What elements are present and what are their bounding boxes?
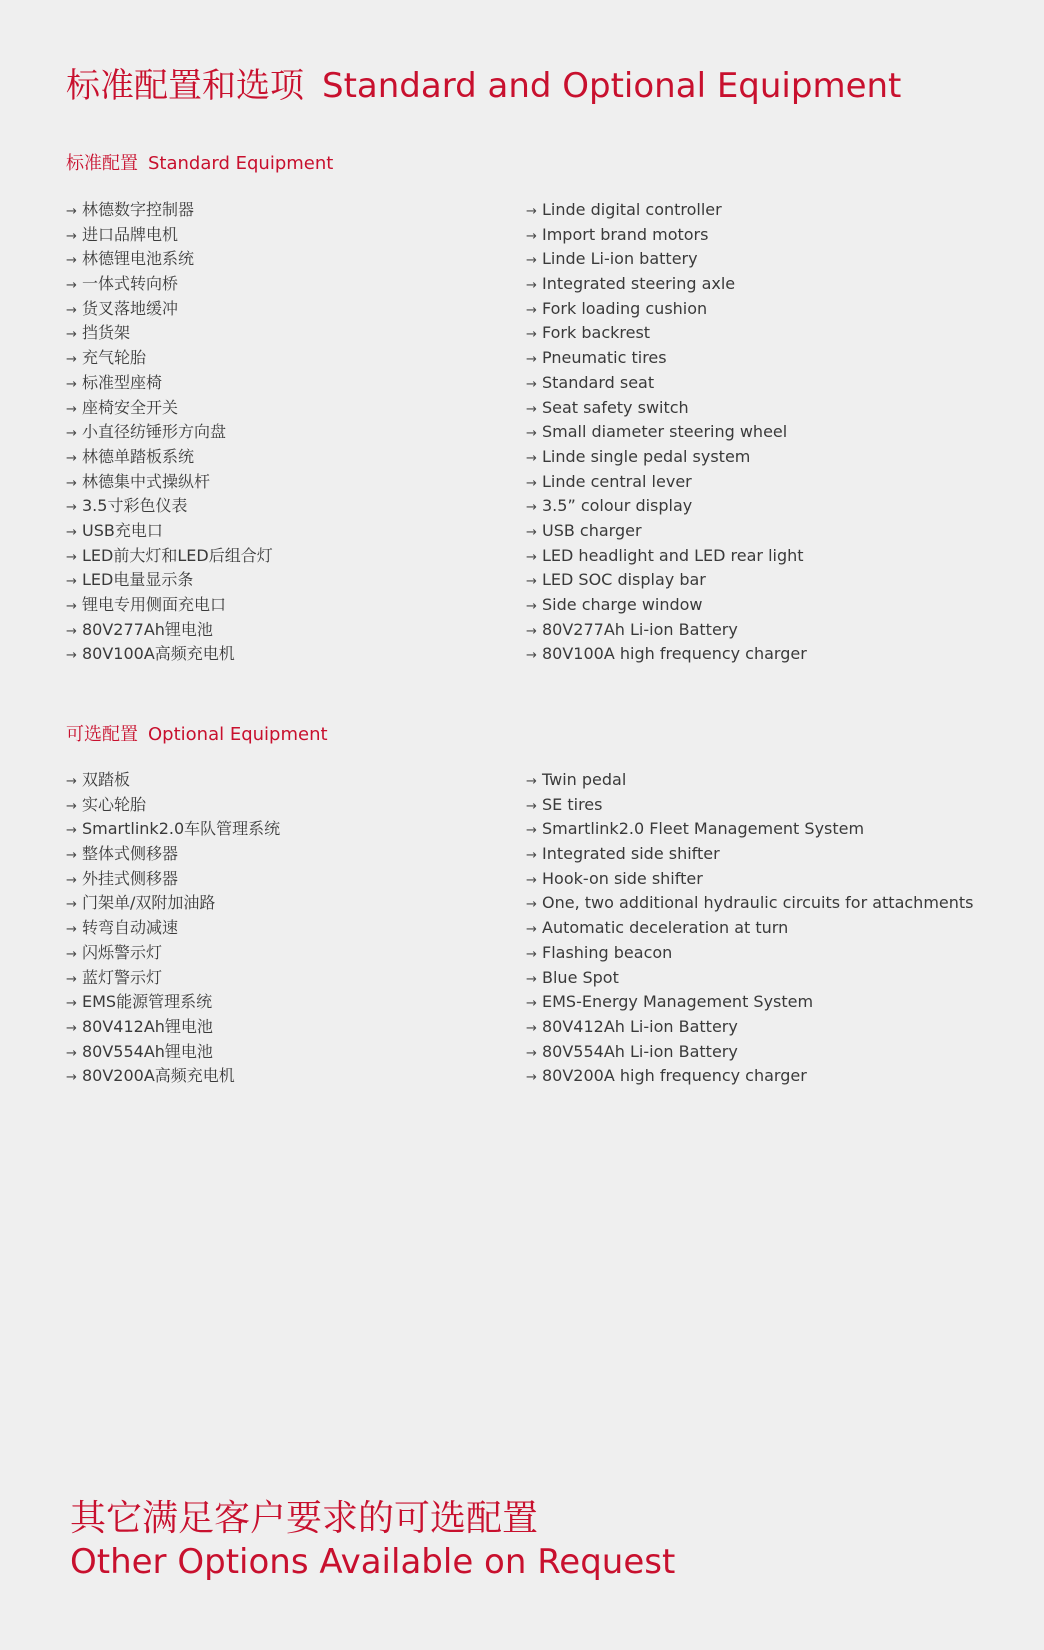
list-item: [526, 445, 807, 470]
arrow-right-icon: →: [526, 204, 537, 219]
list-item: [526, 990, 974, 1015]
arrow-right-icon: →: [526, 798, 537, 814]
list-item: [526, 817, 974, 842]
list-item-label: Smartlink2.0车队管理系统: [82, 819, 281, 839]
list-item: [526, 470, 807, 495]
arrow-right-icon: →: [66, 848, 77, 864]
list-item-label: LED SOC display bar: [542, 570, 706, 590]
list-item-label: 3.5” colour display: [542, 496, 693, 516]
list-item-label: 80V412Ah Li-ion Battery: [542, 1016, 738, 1036]
list-item: [66, 891, 280, 916]
page-title: [66, 62, 901, 110]
list-item-label: 标准型座椅: [82, 372, 163, 392]
arrow-right-icon: →: [66, 500, 77, 516]
list-item: [526, 519, 807, 544]
list-item-label: 80V100A high frequency charger: [542, 644, 807, 664]
list-item-label: Integrated side shifter: [542, 844, 720, 864]
list-item-label: 80V554Ah锂电池: [82, 1041, 213, 1061]
list-item: [66, 1040, 280, 1065]
list-item: [66, 842, 280, 867]
arrow-right-icon: →: [66, 253, 77, 269]
arrow-right-icon: →: [526, 327, 537, 343]
arrow-right-icon: →: [66, 1045, 77, 1061]
list-item-label: 锂电专用侧面充电口: [82, 595, 227, 614]
list-item-label: Pneumatic tires: [542, 348, 667, 368]
arrow-right-icon: →: [66, 475, 77, 491]
list-item-label: 蓝灯警示灯: [82, 967, 163, 987]
list-item: [66, 371, 273, 396]
standard-items-en: [526, 198, 807, 667]
list-item-label: Linde Li-ion battery: [542, 249, 698, 269]
list-item: [66, 941, 280, 966]
arrow-right-icon: →: [66, 823, 77, 839]
arrow-right-icon: →: [526, 426, 537, 442]
list-item: [66, 618, 273, 643]
list-item-label: Linde central lever: [542, 471, 692, 491]
arrow-right-icon: →: [526, 996, 537, 1012]
list-item-label: Import brand motors: [542, 224, 709, 244]
arrow-right-icon: →: [526, 774, 537, 789]
arrow-right-icon: →: [66, 426, 77, 442]
arrow-right-icon: →: [66, 278, 77, 294]
arrow-right-icon: →: [526, 352, 537, 368]
list-item-label: Standard seat: [542, 372, 655, 392]
arrow-right-icon: →: [66, 352, 77, 368]
arrow-right-icon: →: [66, 450, 77, 466]
list-item-label: USB充电口: [82, 520, 163, 540]
list-item: [66, 817, 280, 842]
list-item-label: 80V277Ah锂电池: [82, 619, 213, 639]
list-item: [66, 544, 273, 569]
standard-heading-cn: 标准配置: [66, 153, 138, 174]
list-item: [66, 768, 280, 793]
list-item: [526, 593, 807, 618]
list-item: [66, 568, 273, 593]
list-item: [526, 272, 807, 297]
standard-items-cn: [66, 198, 273, 667]
list-item: [526, 966, 974, 991]
standard-heading-en: Standard Equipment: [148, 153, 334, 174]
arrow-right-icon: →: [66, 401, 77, 417]
list-item: [66, 593, 273, 618]
list-item-label: USB charger: [542, 520, 642, 540]
list-item: [66, 494, 273, 519]
list-item-label: 80V100A高频充电机: [82, 644, 235, 664]
list-item-label: Small diameter steering wheel: [542, 422, 788, 442]
arrow-right-icon: →: [526, 922, 537, 938]
list-item-label: LED电量显示条: [82, 570, 194, 590]
list-item-label: 挡货架: [82, 323, 131, 343]
arrow-right-icon: →: [526, 946, 537, 962]
arrow-right-icon: →: [526, 574, 537, 590]
list-item: [66, 396, 273, 421]
list-item-label: 一体式转向桥: [82, 274, 179, 294]
arrow-right-icon: →: [66, 798, 77, 814]
arrow-right-icon: →: [526, 1045, 537, 1061]
list-item: [66, 297, 273, 322]
arrow-right-icon: →: [66, 524, 77, 540]
list-item-label: 80V277Ah Li-ion Battery: [542, 619, 738, 639]
list-item: [66, 867, 280, 892]
list-item: [526, 346, 807, 371]
arrow-right-icon: →: [66, 1070, 77, 1086]
arrow-right-icon: →: [66, 996, 77, 1012]
list-item: [66, 990, 280, 1015]
list-item-label: One, two additional hydraulic circuits for attachments: [542, 893, 974, 913]
list-item-label: LED headlight and LED rear light: [542, 545, 804, 565]
arrow-right-icon: →: [526, 302, 537, 318]
list-item-label: Fork loading cushion: [542, 298, 708, 318]
list-item-label: Blue Spot: [542, 967, 619, 987]
arrow-right-icon: →: [66, 574, 77, 590]
optional-heading-en: Optional Equipment: [148, 724, 328, 745]
list-item-label: 80V554Ah Li-ion Battery: [542, 1041, 738, 1061]
list-item: [66, 519, 273, 544]
list-item-label: Automatic deceleration at turn: [542, 918, 789, 938]
arrow-right-icon: →: [66, 623, 77, 639]
list-item: [526, 891, 974, 916]
list-item-label: Linde single pedal system: [542, 446, 751, 466]
page-title-en: Standard and Optional Equipment: [322, 66, 902, 106]
list-item-label: 林德锂电池系统: [82, 249, 195, 269]
optional-heading-cn: 可选配置: [66, 724, 138, 745]
list-item-label: Smartlink2.0 Fleet Management System: [542, 819, 865, 839]
arrow-right-icon: →: [526, 524, 537, 540]
list-item-label: 80V200A高频充电机: [82, 1066, 235, 1086]
arrow-right-icon: →: [526, 278, 537, 294]
list-item-label: 整体式侧移器: [82, 844, 179, 864]
list-item: [526, 223, 807, 248]
list-item: [526, 867, 974, 892]
optional-items-cn: [66, 768, 280, 1089]
arrow-right-icon: →: [526, 500, 537, 516]
arrow-right-icon: →: [66, 204, 77, 219]
list-item-label: 林德集中式操纵杆: [82, 471, 211, 491]
list-item-label: SE tires: [542, 794, 603, 814]
list-item: [526, 1064, 974, 1089]
list-item-label: 实心轮胎: [82, 794, 147, 814]
list-item: [66, 642, 273, 667]
list-item-label: 林德数字控制器: [82, 200, 195, 219]
list-item-label: 80V412Ah锂电池: [82, 1016, 213, 1036]
arrow-right-icon: →: [526, 1020, 537, 1036]
list-item: [66, 272, 273, 297]
arrow-right-icon: →: [526, 253, 537, 269]
arrow-right-icon: →: [526, 228, 537, 244]
list-item-label: EMS能源管理系统: [82, 992, 213, 1012]
list-item: [526, 396, 807, 421]
list-item-label: Twin pedal: [542, 770, 627, 789]
list-item: [526, 793, 974, 818]
list-item: [526, 420, 807, 445]
arrow-right-icon: →: [526, 823, 537, 839]
arrow-right-icon: →: [526, 848, 537, 864]
list-item-label: Hook-on side shifter: [542, 868, 703, 888]
list-item: [526, 842, 974, 867]
list-item: [66, 470, 273, 495]
arrow-right-icon: →: [526, 1070, 537, 1086]
list-item-label: 闪烁警示灯: [82, 942, 163, 962]
list-item: [66, 1064, 280, 1089]
list-item: [526, 321, 807, 346]
arrow-right-icon: →: [526, 623, 537, 639]
list-item-label: 双踏板: [82, 770, 131, 789]
list-item: [526, 1040, 974, 1065]
arrow-right-icon: →: [66, 872, 77, 888]
list-item: [66, 916, 280, 941]
arrow-right-icon: →: [526, 648, 537, 664]
list-item: [526, 544, 807, 569]
arrow-right-icon: →: [66, 1020, 77, 1036]
list-item: [66, 1015, 280, 1040]
arrow-right-icon: →: [526, 549, 537, 565]
list-item: [526, 768, 974, 793]
list-item: [66, 793, 280, 818]
arrow-right-icon: →: [66, 922, 77, 938]
list-item: [526, 247, 807, 272]
list-item: [66, 247, 273, 272]
list-item-label: Flashing beacon: [542, 942, 673, 962]
arrow-right-icon: →: [66, 327, 77, 343]
arrow-right-icon: →: [526, 475, 537, 491]
arrow-right-icon: →: [66, 599, 77, 614]
list-item-label: Side charge window: [542, 595, 703, 614]
list-item: [66, 420, 273, 445]
arrow-right-icon: →: [66, 302, 77, 318]
list-item: [66, 321, 273, 346]
arrow-right-icon: →: [526, 401, 537, 417]
list-item: [526, 642, 807, 667]
list-item: [526, 494, 807, 519]
list-item: [526, 916, 974, 941]
list-item: [66, 223, 273, 248]
arrow-right-icon: →: [66, 228, 77, 244]
optional-items-en: [526, 768, 974, 1089]
list-item-label: EMS-Energy Management System: [542, 992, 814, 1012]
arrow-right-icon: →: [66, 648, 77, 664]
optional-equipment-heading: [66, 722, 328, 748]
list-item-label: 座椅安全开关: [82, 397, 179, 417]
arrow-right-icon: →: [66, 774, 77, 789]
list-item-label: 门架单/双附加油路: [82, 893, 216, 913]
arrow-right-icon: →: [526, 872, 537, 888]
standard-equipment-heading: [66, 151, 333, 177]
arrow-right-icon: →: [66, 897, 77, 913]
list-item-label: 充气轮胎: [82, 348, 147, 368]
list-item: [526, 297, 807, 322]
list-item-label: Linde digital controller: [542, 200, 722, 219]
arrow-right-icon: →: [66, 946, 77, 962]
arrow-right-icon: →: [66, 376, 77, 392]
footer-title-en: Other Options Available on Request: [70, 1542, 676, 1582]
list-item-label: 小直径纺锤形方向盘: [82, 422, 227, 442]
list-item: [526, 618, 807, 643]
list-item: [526, 941, 974, 966]
list-item-label: 林德单踏板系统: [82, 446, 195, 466]
arrow-right-icon: →: [66, 971, 77, 987]
list-item: [66, 445, 273, 470]
list-item-label: 货叉落地缓冲: [82, 298, 179, 318]
list-item: [526, 371, 807, 396]
list-item-label: 转弯自动减速: [82, 918, 179, 938]
list-item-label: 进口品牌电机: [82, 224, 179, 244]
list-item-label: 80V200A high frequency charger: [542, 1066, 807, 1086]
list-item: [526, 198, 807, 223]
arrow-right-icon: →: [526, 376, 537, 392]
footer-title-cn: 其它满足客户要求的可选配置: [70, 1498, 539, 1539]
list-item: [66, 346, 273, 371]
arrow-right-icon: →: [66, 549, 77, 565]
list-item-label: Seat safety switch: [542, 397, 689, 417]
list-item: [66, 198, 273, 223]
arrow-right-icon: →: [526, 971, 537, 987]
arrow-right-icon: →: [526, 450, 537, 466]
list-item-label: 3.5寸彩色仪表: [82, 496, 188, 516]
list-item-label: Integrated steering axle: [542, 274, 736, 294]
list-item: [526, 568, 807, 593]
arrow-right-icon: →: [526, 897, 537, 913]
list-item-label: 外挂式侧移器: [82, 868, 179, 888]
list-item: [66, 966, 280, 991]
page-title-cn: 标准配置和选项: [66, 66, 304, 106]
list-item: [526, 1015, 974, 1040]
list-item-label: Fork backrest: [542, 323, 651, 343]
arrow-right-icon: →: [526, 599, 537, 614]
list-item-label: LED前大灯和LED后组合灯: [82, 545, 273, 565]
